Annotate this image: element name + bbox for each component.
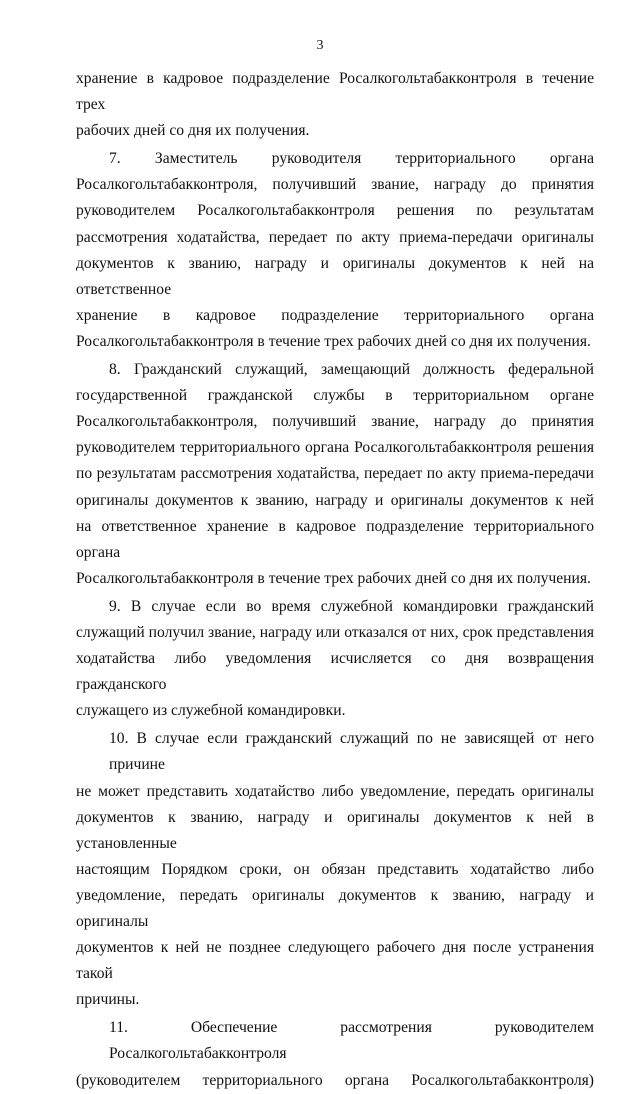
text-line: настоящим Порядком сроки, он обязан представить ходатайство либо	[76, 860, 594, 878]
text-line: на ответственное хранение в кадровое подразделение территориального органа	[76, 517, 594, 561]
paragraph-7	[76, 146, 594, 355]
text-line: Росалкогольтабакконтроля в течение трех рабочих дней со дня их получения.	[76, 332, 591, 350]
text-line: уведомление, передать оригиналы документов к званию, награду и оригиналы	[76, 886, 594, 930]
text-line: оригиналы документов к званию, награду и оригиналы документов к ней	[76, 491, 594, 509]
text-line: руководителем Росалкогольтабакконтроля решения по результатам	[76, 202, 594, 220]
text-line: служащего из служебной командировки.	[76, 702, 346, 720]
paragraph-9	[76, 594, 594, 724]
text-line: документов к званию, награду и оригиналы документов к ней в установленные	[76, 808, 594, 852]
text-line: не может представить ходатайство либо уведомление, передать оригиналы	[76, 782, 594, 800]
text-line: 7. Заместитель руководителя территориального органа	[109, 150, 594, 168]
text-line: 8. Гражданский служащий, замещающий должность федеральной	[109, 361, 594, 379]
text-line: Росалкогольтабакконтроля, получивший звание, награду до принятия	[76, 413, 594, 431]
page-number: 3	[316, 38, 324, 53]
text-line: по результатам рассмотрения ходатайства, передает по акту приема-передачи	[76, 465, 594, 483]
document-body	[76, 66, 594, 1094]
paragraph-11	[76, 1015, 594, 1093]
text-line: рассмотрения ходатайства, передает по акту приема-передачи оригиналы	[76, 228, 594, 246]
text-line: хранение в кадровое подразделение территориального органа	[76, 306, 594, 324]
text-line: 10. В случае если гражданский служащий по не зависящей от него причине	[109, 730, 594, 774]
text-line: ходатайства либо уведомления исчисляется со дня возвращения гражданского	[76, 650, 594, 694]
text-line: 11. Обеспечение рассмотрения руководителем Росалкогольтабакконтроля	[109, 1019, 594, 1063]
text-line: причины.	[76, 991, 140, 1009]
text-line: хранение в кадровое подразделение Росалкогольтабакконтроля в течение трех	[76, 70, 594, 114]
text-line: Росалкогольтабакконтроля в течение трех рабочих дней со дня их получения.	[76, 569, 591, 587]
text-line: служащий получил звание, награду или отказался от них, срок представления	[76, 623, 594, 641]
text-line: Росалкогольтабакконтроля, получивший звание, награду до принятия	[76, 176, 594, 194]
text-line: документов к званию, награду и оригиналы документов к ней на ответственное	[76, 254, 594, 298]
paragraph-8	[76, 357, 594, 592]
text-line: документов к ней не позднее следующего рабочего дня после устранения такой	[76, 939, 594, 983]
text-line: государственной гражданской службы в территориальном органе	[76, 387, 594, 405]
text-line: руководителем территориального органа Росалкогольтабакконтроля решения	[76, 439, 594, 457]
paragraph-continuation	[76, 66, 594, 144]
text-line: рабочих дней со дня их получения.	[76, 122, 310, 140]
text-line: 9. В случае если во время служебной командировки гражданский	[109, 597, 594, 615]
text-line: (руководителем территориального органа Росалкогольтабакконтроля)	[76, 1071, 594, 1089]
paragraph-10	[76, 726, 594, 1013]
